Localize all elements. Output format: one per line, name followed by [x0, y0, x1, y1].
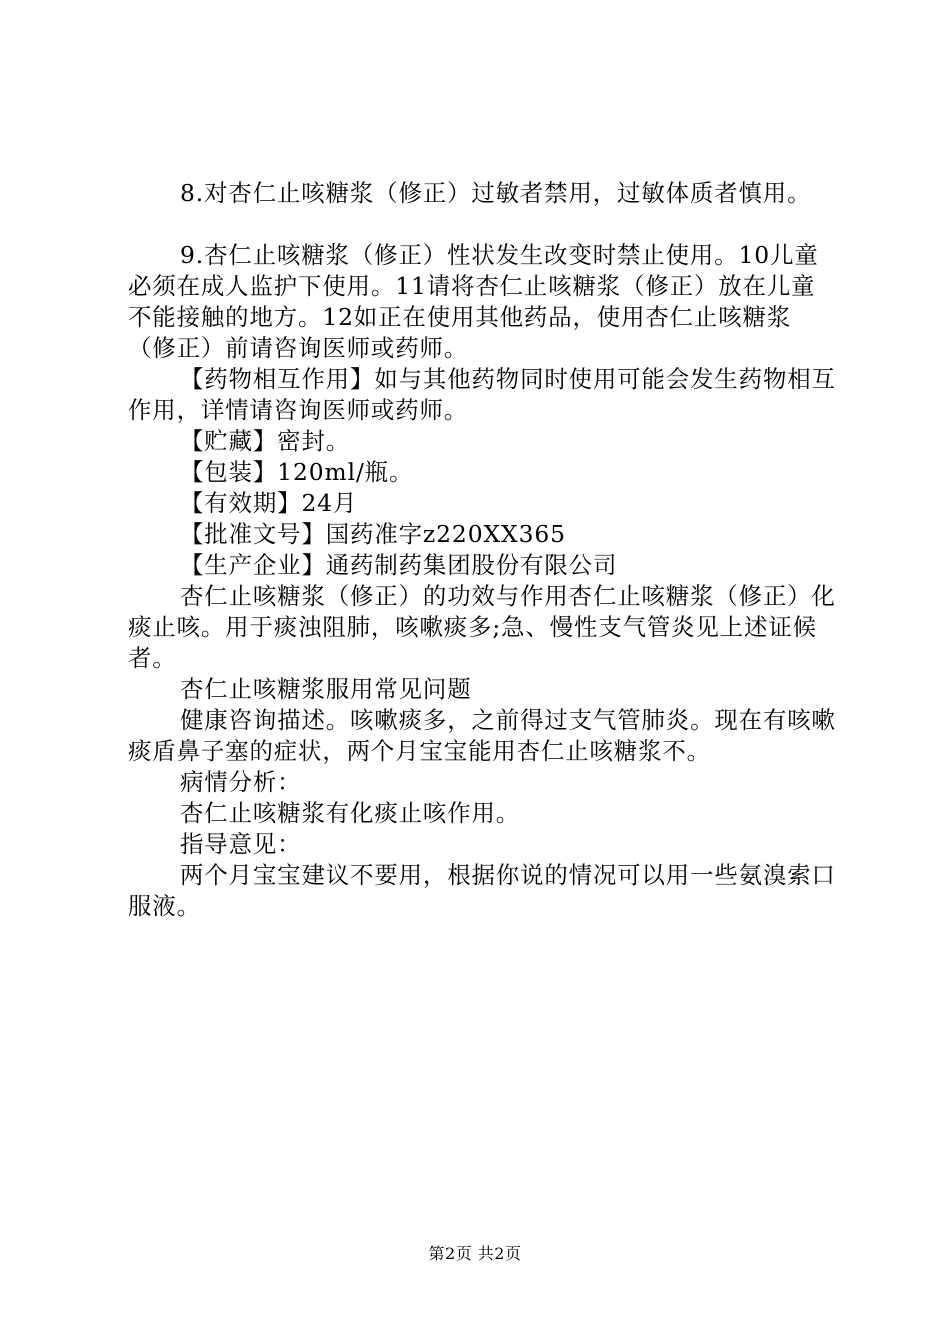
paragraph-faq-heading: 杏仁止咳糖浆服用常见问题: [180, 675, 472, 703]
paragraph-packaging: 【包装】120ml/瓶。: [180, 458, 414, 486]
paragraph-storage: 【贮藏】密封。: [180, 427, 351, 455]
paragraph-allergy-warning: 8.对杏仁止咳糖浆（修正）过敏者禁用，过敏体质者慎用。: [180, 179, 812, 207]
paragraph-advice-label: 指导意见：: [180, 830, 302, 858]
paragraph-drug-interactions: 【药物相互作用】如与其他药物同时使用可能会发生药物相互作用，详情请咨询医师或药师。: [128, 365, 836, 424]
paragraph-analysis-text: 杏仁止咳糖浆有化痰止咳作用。: [180, 799, 521, 827]
paragraph-precautions: 9.杏仁止咳糖浆（修正）性状发生改变时禁止使用。10儿童必须在成人监护下使用。11请将杏仁止咳糖浆（修正）放在儿童不能接触的地方。12如正在使用其他药品，使用杏仁止咳糖浆（修正）前请咨询医师或药师。: [128, 241, 819, 362]
paragraph-consult-description: 健康咨询描述。咳嗽痰多，之前得过支气管肺炎。现在有咳嗽痰盾鼻子塞的症状，两个月宝宝能用杏仁止咳糖浆不。: [128, 706, 836, 765]
paragraph-manufacturer: 【生产企业】通药制药集团股份有限公司: [180, 551, 618, 579]
paragraph-shelf-life: 【有效期】24月: [180, 489, 358, 517]
paragraph-advice-text: 两个月宝宝建议不要用，根据你说的情况可以用一些氨溴索口服液。: [128, 861, 836, 920]
paragraph-analysis-label: 病情分析：: [180, 768, 302, 796]
page-footer: 第2页 共2页: [428, 1244, 522, 1263]
paragraph-approval-number: 【批准文号】国药准字z220XX365: [180, 520, 566, 548]
paragraph-efficacy: 杏仁止咳糖浆（修正）的功效与作用杏仁止咳糖浆（修正）化痰止咳。用于痰浊阻肺，咳嗽痰多;急、慢性支气管炎见上述证候者。: [128, 582, 836, 672]
